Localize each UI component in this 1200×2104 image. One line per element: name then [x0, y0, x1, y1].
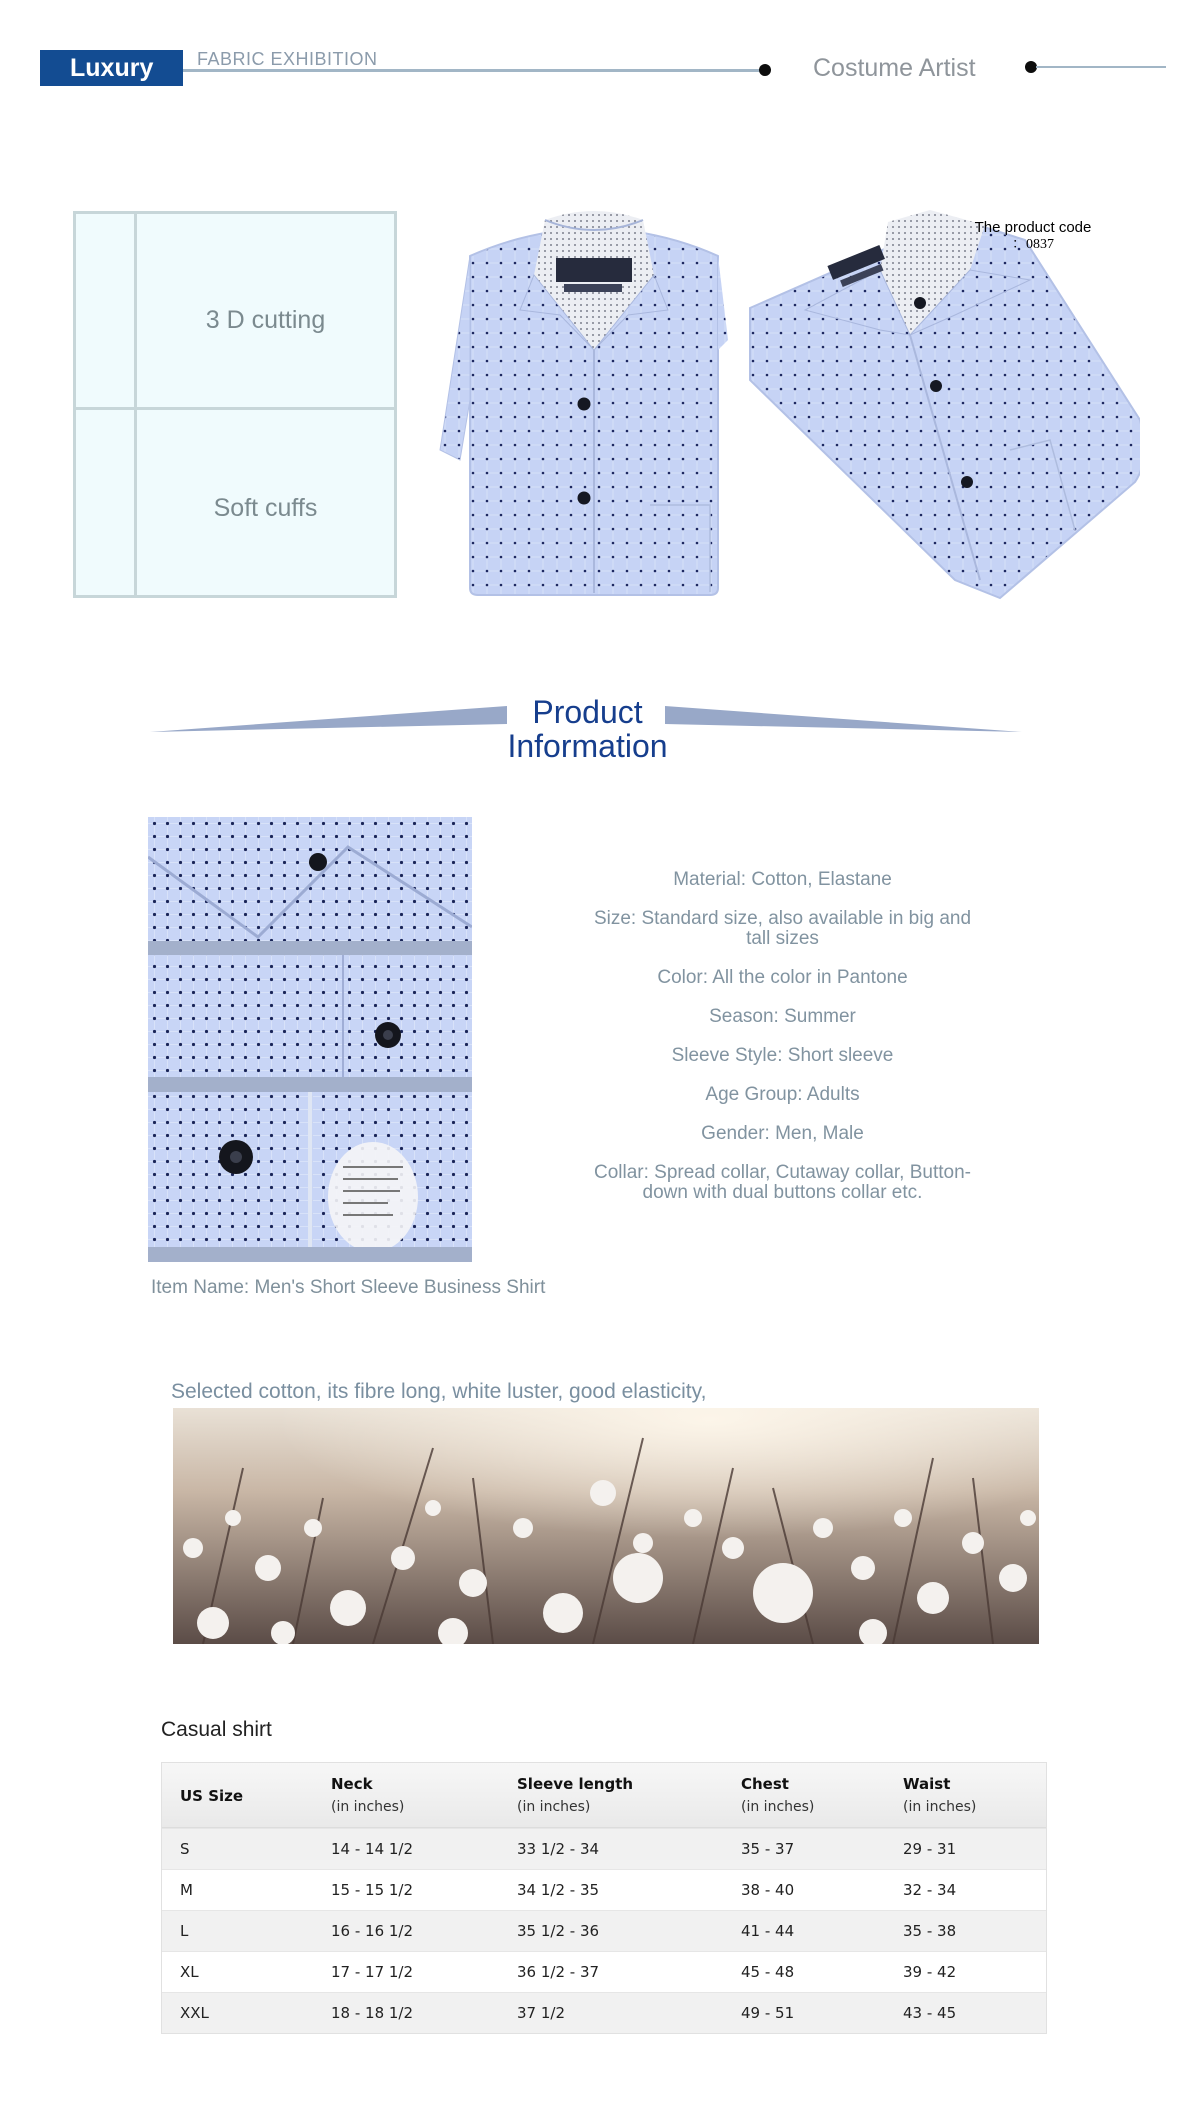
spec-sleeve-style: Sleeve Style: Short sleeve [671, 1045, 894, 1066]
table-header [162, 1763, 1046, 1828]
cell-size: S [180, 1840, 190, 1858]
cell-size: M [180, 1881, 193, 1899]
pocket-detail [148, 955, 472, 1092]
cell-chest: 38 - 40 [741, 1881, 795, 1899]
header-chest: Chest [741, 1775, 789, 1793]
cell-waist: 29 - 31 [903, 1840, 957, 1858]
spec-season: Season: Summer [709, 1006, 856, 1027]
heading-line-2: Information [507, 728, 668, 764]
spec-age-group: Age Group: Adults [705, 1084, 860, 1105]
item-name: Item Name: Men's Short Sleeve Business Shirt [151, 1277, 546, 1298]
label-detail [312, 1092, 472, 1252]
button-detail [148, 1092, 308, 1247]
cell-sleeve: 35 1/2 - 36 [517, 1922, 600, 1940]
header-dot-left [759, 64, 771, 76]
header-divider-right [1036, 66, 1166, 68]
header-sleeve-length: Sleeve length [517, 1775, 634, 1793]
header-sleeve-unit: (in inches) [517, 1799, 591, 1815]
cell-neck: 16 - 16 1/2 [331, 1922, 414, 1940]
spec-collar: Collar: Spread collar, Cutaway collar, Button-down with dual buttons collar etc. [593, 1162, 971, 1203]
cell-neck: 15 - 15 1/2 [331, 1881, 414, 1899]
feature-3d-cutting: 3 D cutting [205, 306, 326, 334]
table-row [162, 1992, 1046, 2033]
cell-chest: 49 - 51 [741, 2004, 795, 2022]
brand-name: Costume Artist [813, 54, 976, 82]
product-code-value: ：0837 [1012, 237, 1054, 252]
cell-waist: 43 - 45 [903, 2004, 957, 2022]
product-specs [560, 870, 1005, 1222]
product-information-heading [480, 695, 695, 763]
header-waist: Waist [903, 1775, 951, 1793]
table-row [162, 1828, 1046, 1869]
cell-sleeve: 33 1/2 - 34 [517, 1840, 600, 1858]
feature-grid-divider [76, 407, 394, 410]
heading-wing-left [150, 700, 510, 736]
cell-sleeve: 34 1/2 - 35 [517, 1881, 600, 1899]
cell-waist: 32 - 34 [903, 1881, 957, 1899]
cell-waist: 35 - 38 [903, 1922, 957, 1940]
product-code [968, 219, 1098, 253]
table-row [162, 1951, 1046, 1992]
heading-line-1: Product [532, 694, 643, 730]
cell-sleeve: 36 1/2 - 37 [517, 1963, 600, 1981]
cell-neck: 18 - 18 1/2 [331, 2004, 414, 2022]
cell-waist: 39 - 42 [903, 1963, 957, 1981]
header-neck: Neck [331, 1775, 373, 1793]
cell-chest: 35 - 37 [741, 1840, 795, 1858]
header-waist-unit: (in inches) [903, 1799, 977, 1815]
feature-grid-divider [134, 214, 137, 595]
cotton-caption: Selected cotton, its fibre long, white luster, good elasticity, [171, 1380, 707, 1403]
spec-gender: Gender: Men, Male [701, 1123, 864, 1144]
feature-grid [73, 211, 397, 598]
collar-detail [148, 817, 472, 955]
shirt-photos [410, 200, 1140, 600]
luxury-badge: Luxury [40, 50, 183, 86]
size-chart-title: Casual shirt [161, 1718, 272, 1741]
cotton-field-image [173, 1408, 1039, 1644]
shirt-angled-image [750, 210, 1140, 598]
cell-size: L [180, 1922, 189, 1940]
cell-sleeve: 37 1/2 [517, 2004, 565, 2022]
product-code-label: The product code [974, 219, 1092, 236]
header-chest-unit: (in inches) [741, 1799, 815, 1815]
spec-size: Size: Standard size, also available in big and tall sizes [593, 908, 972, 949]
header-us-size: US Size [180, 1787, 244, 1805]
feature-soft-cuffs: Soft cuffs [213, 494, 318, 522]
fabric-detail-collage [148, 817, 472, 1262]
cell-neck: 14 - 14 1/2 [331, 1840, 414, 1858]
header-neck-unit: (in inches) [331, 1799, 405, 1815]
size-chart-table [161, 1762, 1047, 2034]
cell-neck: 17 - 17 1/2 [331, 1963, 414, 1981]
cell-chest: 41 - 44 [741, 1922, 795, 1940]
table-row [162, 1910, 1046, 1951]
table-row [162, 1869, 1046, 1910]
cell-chest: 45 - 48 [741, 1963, 795, 1981]
spec-color: Color: All the color in Pantone [657, 967, 908, 988]
cell-size: XXL [180, 2004, 209, 2022]
shirt-front-image [440, 211, 728, 595]
spec-material: Material: Cotton, Elastane [673, 869, 892, 890]
fabric-exhibition-label: FABRIC EXHIBITION [197, 49, 378, 69]
cell-size: XL [180, 1963, 199, 1981]
heading-wing-right [662, 700, 1022, 736]
